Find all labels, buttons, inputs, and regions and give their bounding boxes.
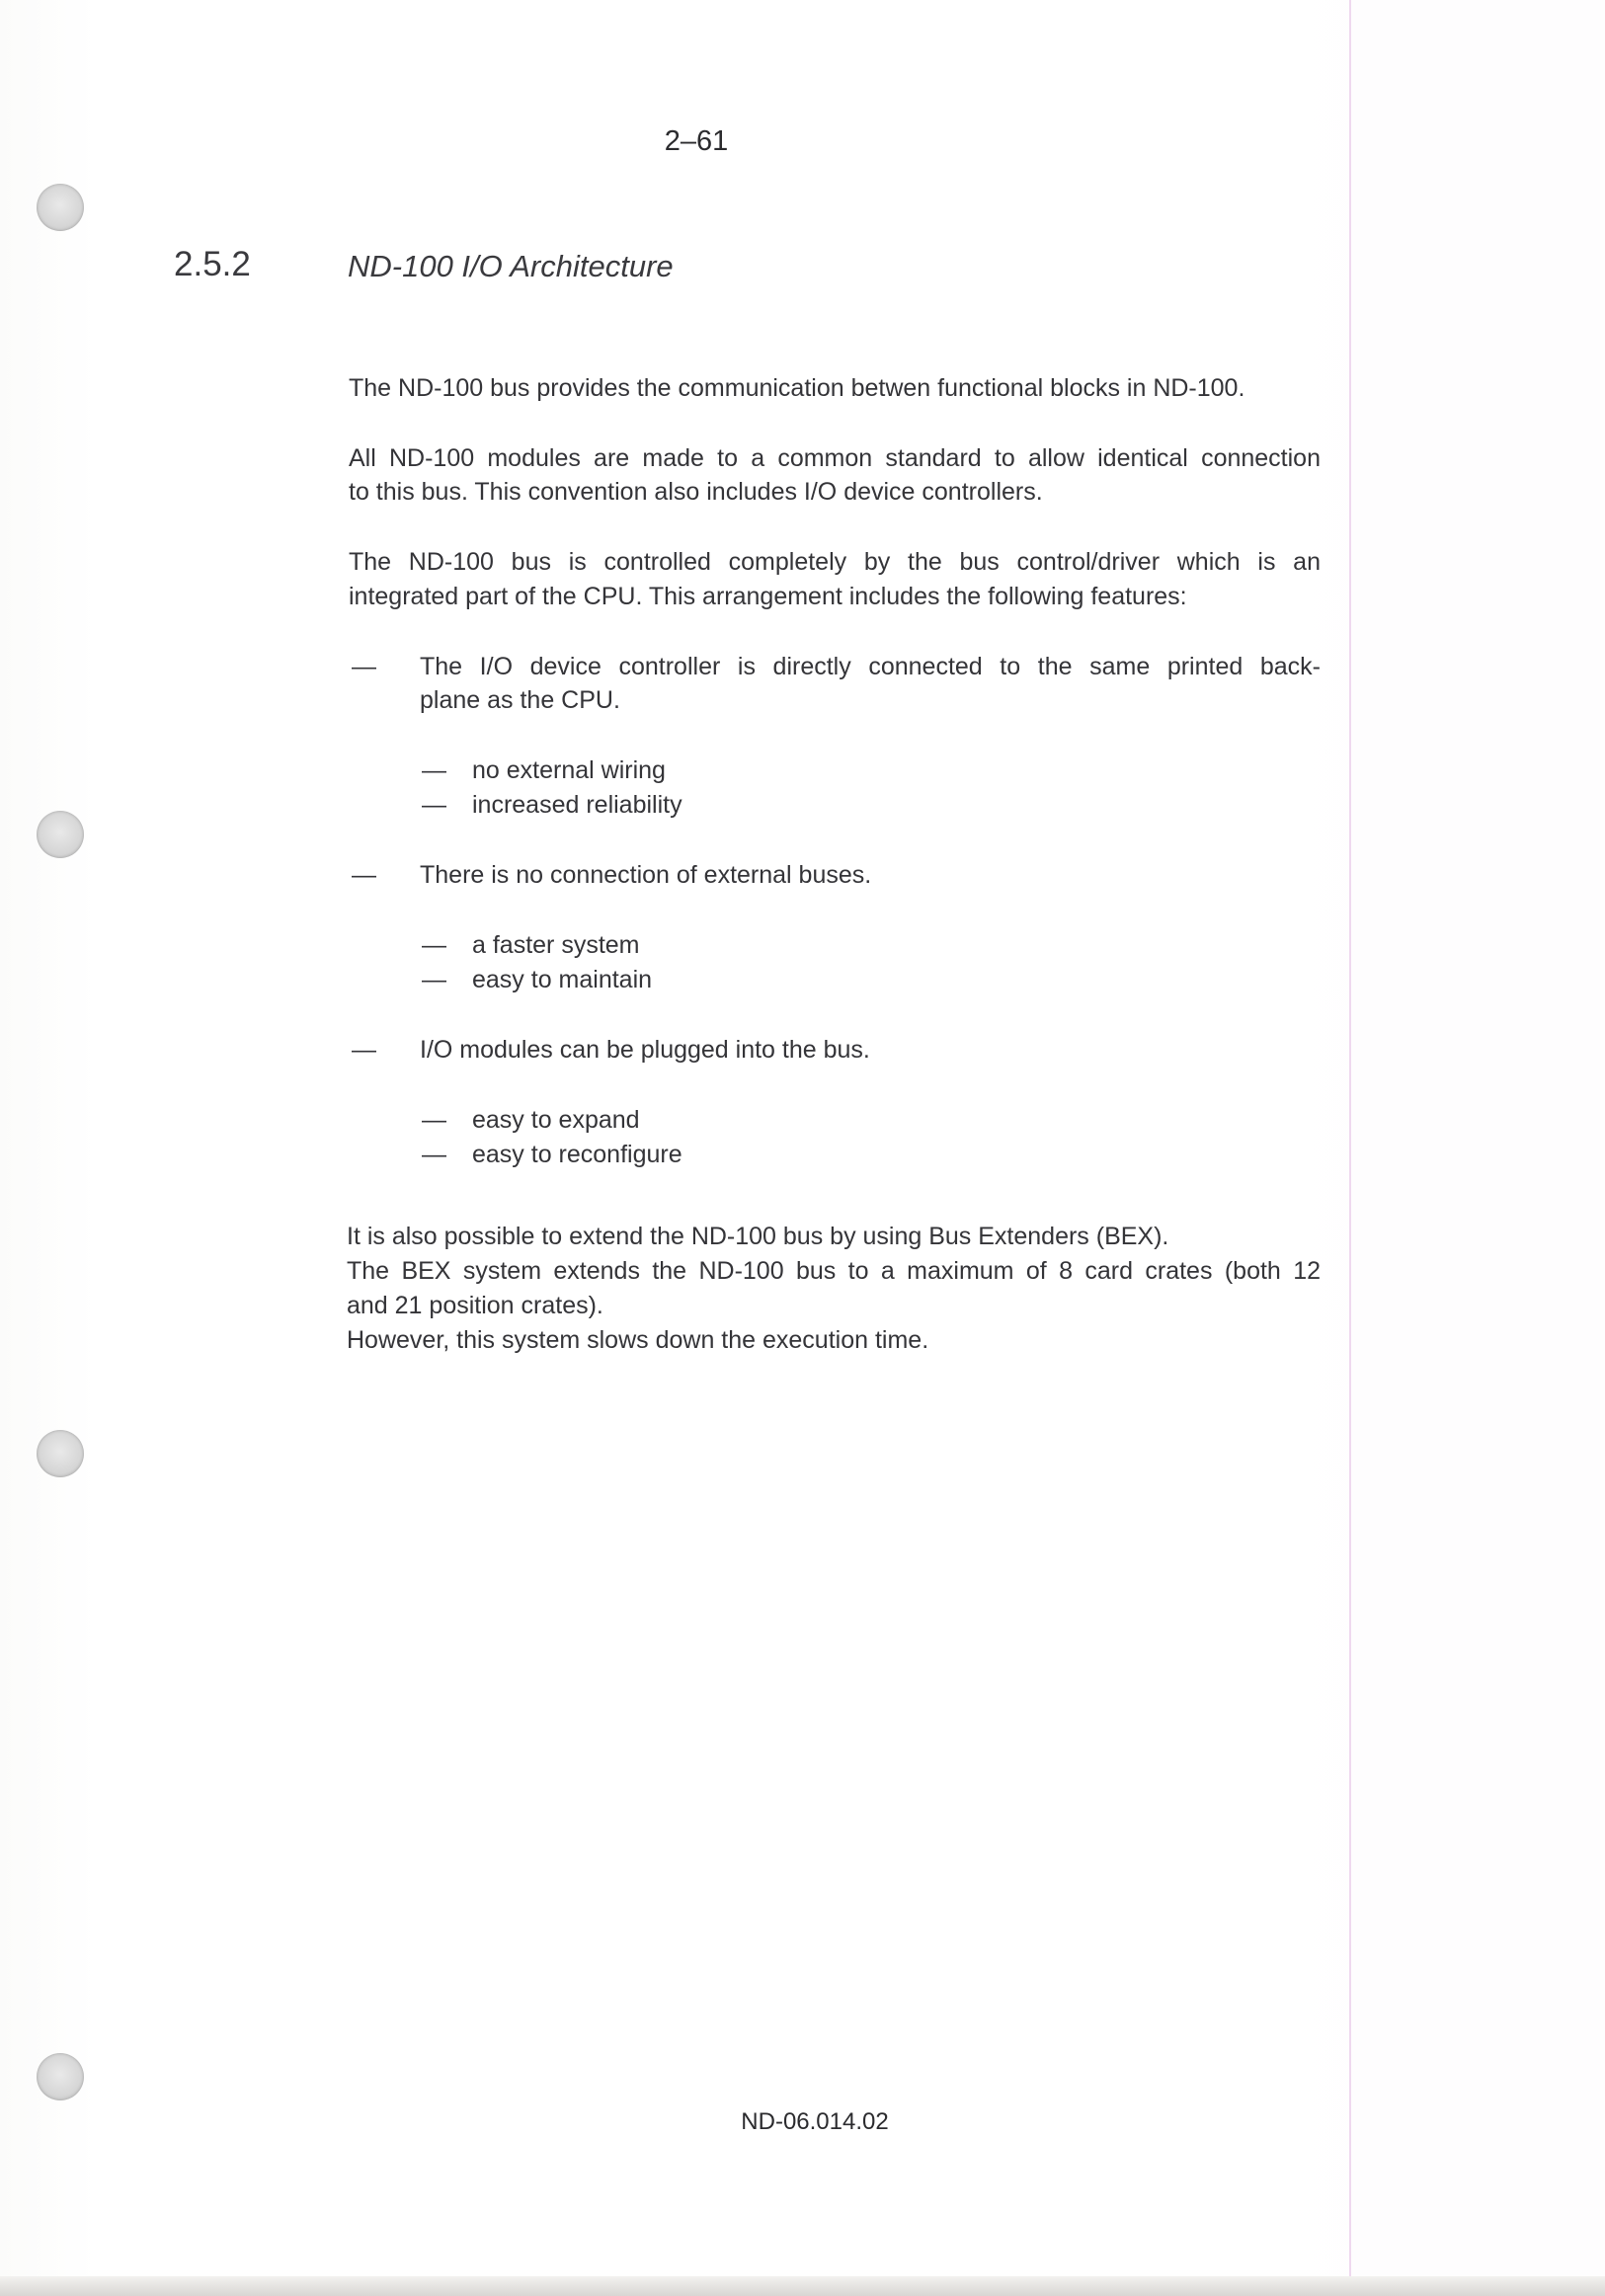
feature-bullet-dash: — xyxy=(352,653,376,680)
paragraph-4-line-2: The BEX system extends the ND-100 bus to a maximum of 8 card crates (both 12 xyxy=(347,1257,1321,1285)
paragraph-4-line-4: However, this system slows down the execution time. xyxy=(347,1326,929,1354)
feature-1-line-2: plane as the CPU. xyxy=(420,686,620,714)
paragraph-1: The ND-100 bus provides the communication betwen functional blocks in ND-100. xyxy=(349,374,1245,402)
feature-bullet-dash: — xyxy=(352,1036,376,1064)
document-code: ND-06.014.02 xyxy=(741,2108,889,2135)
feature-1-line-1: The I/O device controller is directly connected to the same printed back- xyxy=(420,653,1321,680)
subitem-dash: — xyxy=(422,1106,446,1134)
subitem-text: easy to reconfigure xyxy=(472,1141,682,1168)
punch-hole-icon xyxy=(37,811,84,858)
punch-hole-icon xyxy=(37,1430,84,1477)
punch-hole-icon xyxy=(37,2053,84,2100)
section-number: 2.5.2 xyxy=(174,245,251,283)
subitem-text: a faster system xyxy=(472,931,640,959)
subitem-dash: — xyxy=(422,931,446,959)
punch-hole-icon xyxy=(37,184,84,231)
subitem-text: easy to expand xyxy=(472,1106,640,1134)
section-title: ND-100 I/O Architecture xyxy=(348,249,674,283)
subitem-dash: — xyxy=(422,791,446,819)
paragraph-4-line-1: It is also possible to extend the ND-100 bus by using Bus Extenders (BEX). xyxy=(347,1223,1169,1250)
subitem-dash: — xyxy=(422,966,446,993)
page-edge-strip xyxy=(1351,0,1605,2296)
subitem-text: no external wiring xyxy=(472,756,666,784)
subitem-text: increased reliability xyxy=(472,791,682,819)
feature-3-line-1: I/O modules can be plugged into the bus. xyxy=(420,1036,870,1064)
subitem-text: easy to maintain xyxy=(472,966,653,993)
page-number: 2–61 xyxy=(664,125,729,157)
paragraph-3-line-1: The ND-100 bus is controlled completely by the bus control/driver which is an xyxy=(349,548,1321,576)
page-edge-line xyxy=(1349,0,1351,2296)
paragraph-2-line-1: All ND-100 modules are made to a common standard to allow identical connection xyxy=(349,444,1321,472)
paragraph-2-line-2: to this bus. This convention also includes I/O device controllers. xyxy=(349,478,1043,506)
bottom-shadow xyxy=(0,2276,1605,2296)
subitem-dash: — xyxy=(422,1141,446,1168)
feature-bullet-dash: — xyxy=(352,861,376,889)
paragraph-4-line-3: and 21 position crates). xyxy=(347,1292,603,1319)
feature-2-line-1: There is no connection of external buses. xyxy=(420,861,872,889)
subitem-dash: — xyxy=(422,756,446,784)
paragraph-3-line-2: integrated part of the CPU. This arrangement includes the following features: xyxy=(349,583,1187,610)
